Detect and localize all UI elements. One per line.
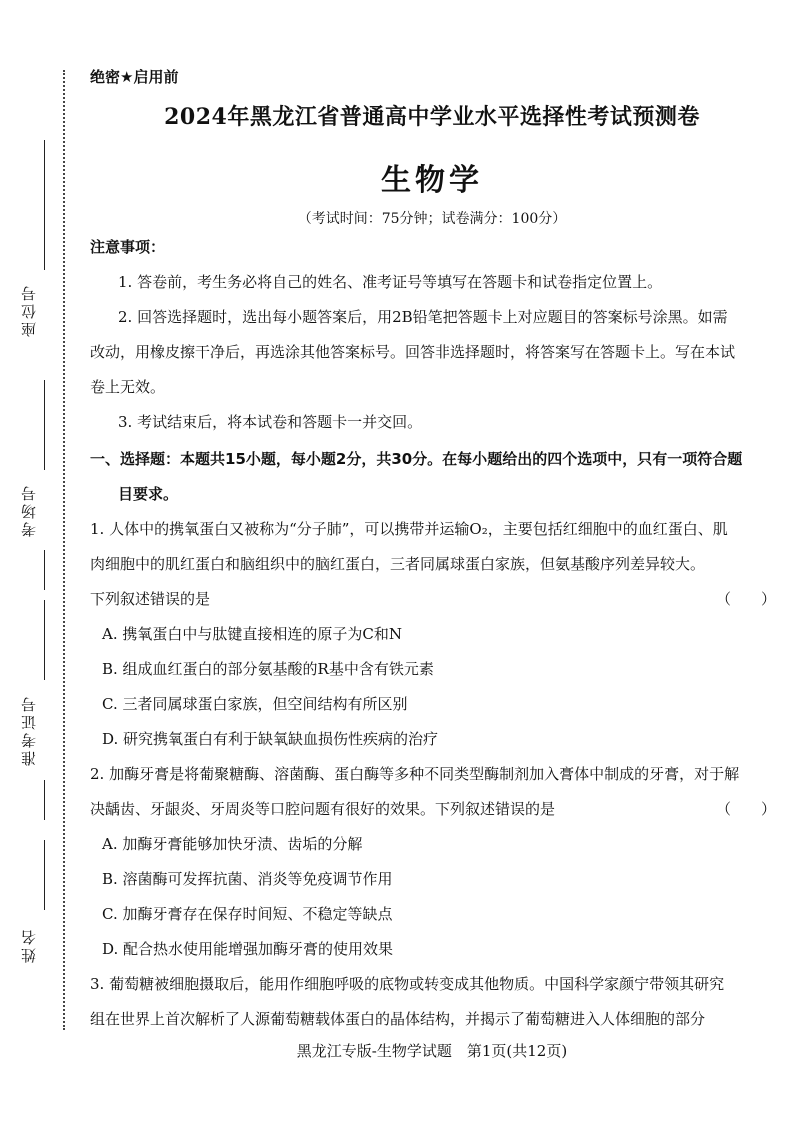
question-1-option-b[interactable]: B. 组成血红蛋白的部分氨基酸的R基中含有铁元素 <box>102 660 434 678</box>
question-2-stem-end: 决龋齿、牙龈炎、牙周炎等口腔问题有很好的效果。下列叙述错误的是 <box>90 800 556 818</box>
question-1-line-3 <box>90 582 786 617</box>
binding-margin <box>0 0 70 1130</box>
exam-room-blank-lower <box>44 550 45 590</box>
note-item-1: 1. 答卷前，考生务必将自己的姓名、准考证号等填写在答题卡和试卷指定位置上。 <box>118 273 663 291</box>
question-1-option-a[interactable]: A. 携氧蛋白中与肽键直接相连的原子为C和N <box>102 625 402 643</box>
note-item-2-line-3: 卷上无效。 <box>90 378 166 396</box>
ticket-number-blank <box>44 600 45 680</box>
question-2-answer-blank[interactable]: （ ） <box>715 800 776 818</box>
question-2-line-2 <box>90 792 786 827</box>
question-2-line-1: 2. 加酶牙膏是将葡聚糖酶、溶菌酶、蛋白酶等多种不同类型酶制剂加入膏体中制成的牙膏，对于解 <box>90 765 740 783</box>
question-2-option-d[interactable]: D. 配合热水使用能增强加酶牙膏的使用效果 <box>102 940 394 958</box>
notes-heading: 注意事项： <box>90 238 166 256</box>
note-item-3: 3. 考试结束后，将本试卷和答题卡一并交回。 <box>118 413 423 431</box>
exam-title: 2024年黑龙江省普通高中学业水平选择性考试预测卷 <box>164 104 700 130</box>
question-1-line-2: 肉细胞中的肌红蛋白和脑组织中的脑红蛋白，三者同属球蛋白家族，但氨基酸序列差异较大。 <box>90 555 706 573</box>
name-field[interactable] <box>18 840 52 980</box>
note-item-2-line-1: 2. 回答选择题时，选出每小题答案后，用2B铅笔把答题卡上对应题目的答案标号涂黑。如需 <box>118 308 728 326</box>
exam-room-label: 考场号 <box>20 483 38 537</box>
question-2-option-b[interactable]: B. 溶菌酶可发挥抗菌、消炎等免疫调节作用 <box>102 870 393 888</box>
exam-time-score: （考试时间：75分钟；试卷满分：100分） <box>297 211 567 227</box>
question-1-option-d[interactable]: D. 研究携氧蛋白有利于缺氧缺血损伤性疾病的治疗 <box>102 730 439 748</box>
section-heading-line-2: 目要求。 <box>118 485 179 503</box>
note-item-2-line-2: 改动，用橡皮擦干净后，再选涂其他答案标号。回答非选择题时，将答案写在答题卡上。写在本试 <box>90 343 736 361</box>
question-2-option-a[interactable]: A. 加酶牙膏能够加快牙渍、齿垢的分解 <box>102 835 363 853</box>
question-1-answer-blank[interactable]: （ ） <box>715 590 776 608</box>
seat-number-blank <box>44 140 45 270</box>
name-label: 姓名 <box>20 927 38 963</box>
seat-number-field[interactable] <box>18 140 52 370</box>
name-blank <box>44 840 45 910</box>
ticket-number-field[interactable] <box>18 600 52 820</box>
section-heading-line-1: 一、选择题：本题共15小题，每小题2分，共30分。在每小题给出的四个选项中，只有一项符合题 <box>90 450 743 468</box>
question-2-option-c[interactable]: C. 加酶牙膏存在保存时间短、不稳定等缺点 <box>102 905 393 923</box>
subject-title: 生物学 <box>381 163 483 198</box>
ticket-number-label: 准考证号 <box>20 694 38 766</box>
question-3-line-1: 3. 葡萄糖被细胞摄取后，能用作细胞呼吸的底物或转变成其他物质。中国科学家颜宁带领其研究 <box>90 975 725 993</box>
question-1-line-1: 1. 人体中的携氧蛋白又被称为“分子肺”，可以携带并运输O₂，主要包括红细胞中的血红蛋白、肌 <box>90 520 728 538</box>
exam-room-field[interactable] <box>18 380 52 590</box>
confidential-mark: 绝密★启用前 <box>90 68 179 86</box>
question-1-stem-end: 下列叙述错误的是 <box>90 590 211 608</box>
exam-room-blank <box>44 380 45 470</box>
question-3-line-2: 组在世界上首次解析了人源葡萄糖载体蛋白的晶体结构，并揭示了葡萄糖进入人体细胞的部分 <box>90 1010 706 1028</box>
seat-number-label: 座位号 <box>20 283 38 337</box>
question-1-option-c[interactable]: C. 三者同属球蛋白家族，但空间结构有所区别 <box>102 695 408 713</box>
binding-dotted-line <box>63 70 65 1030</box>
page-footer: 黑龙江专版-生物学试题 第1页(共12页) <box>296 1042 568 1060</box>
ticket-number-blank-lower <box>44 780 45 820</box>
